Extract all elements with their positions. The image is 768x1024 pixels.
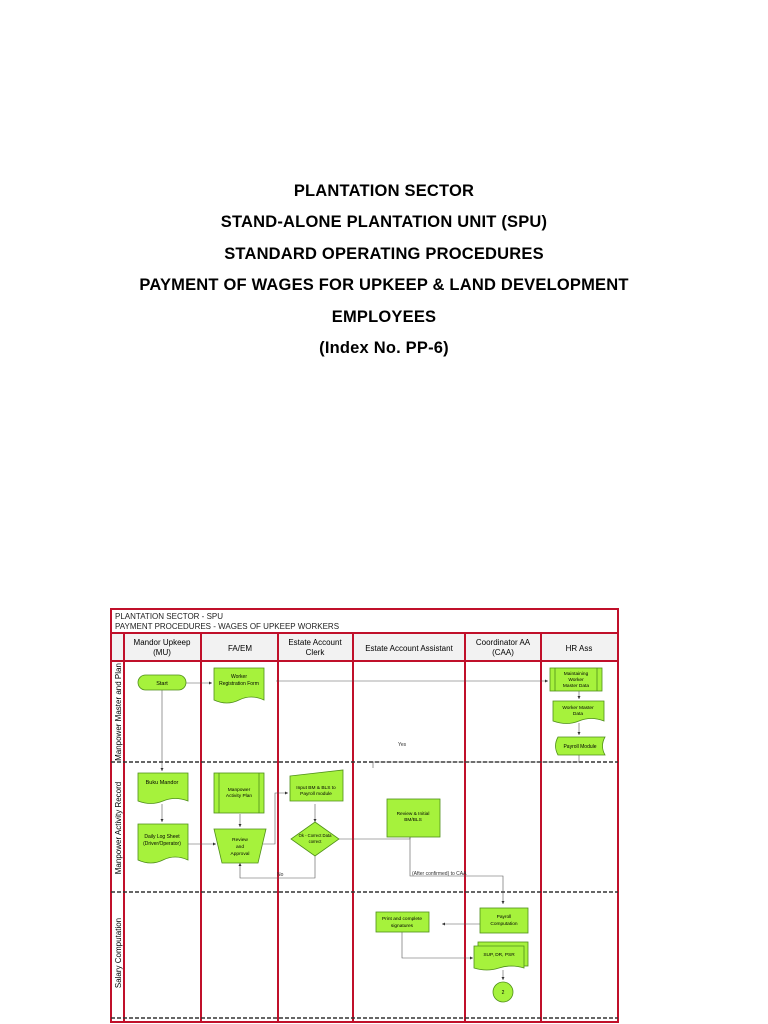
- lane-header-caa-line2: (CAA): [492, 648, 514, 657]
- review-approval-line2: and: [235, 845, 245, 850]
- payroll-module-label: Payroll Module: [563, 744, 597, 750]
- worker-registration-form-node: [214, 668, 264, 703]
- ok-decision-line2: correct: [308, 839, 322, 844]
- label-yes: Yes: [398, 742, 407, 748]
- start-label: Start: [156, 681, 168, 687]
- lane-header-caa-line1: Coordinator AA: [475, 638, 531, 647]
- review-initial-line1: Review & Initial: [396, 812, 430, 817]
- lane-header-faem: FA/EM: [227, 644, 253, 653]
- title-line-5: EMPLOYEES: [331, 307, 437, 326]
- phase-label-master: Manpower Master and Plan: [114, 663, 123, 761]
- document-title: [0, 176, 768, 364]
- maintaining-line1: Maintaining: [563, 672, 589, 677]
- payroll-module-node: [556, 737, 606, 755]
- title-line-6: (Index No. PP-6): [319, 339, 449, 358]
- buku-mandor-node: [138, 773, 188, 804]
- input-bm-line1: Input BM & BLS to: [296, 786, 336, 791]
- lane-header-mu-line2: (MU): [153, 648, 171, 657]
- title-line-4: PAYMENT OF WAGES FOR UPKEEP & LAND DEVELOPMENT: [139, 276, 629, 295]
- manpower-plan-line2: Activity Plan: [225, 794, 253, 799]
- ok-correct-data-decision: [291, 822, 339, 856]
- review-initial-line2: BM/BLS: [404, 818, 422, 823]
- off-page-connector-2: [493, 982, 513, 1002]
- sup-dr-psr-node: [474, 942, 528, 970]
- payroll-comp-line2: Computation: [490, 922, 518, 927]
- maintaining-line3: Master Data: [562, 684, 590, 689]
- manpower-plan-line1: Manpower: [227, 788, 251, 793]
- print-sign-line2: signatures: [390, 924, 414, 929]
- daily-log-line2: (Driver/Operator): [143, 841, 181, 847]
- title-line-2: STAND-ALONE PLANTATION UNIT (SPU): [220, 213, 548, 232]
- review-approval-line3: Approval: [230, 852, 250, 857]
- maintaining-master-data-node: [550, 668, 602, 691]
- print-signatures-node: [376, 912, 429, 932]
- title-line-3: STANDARD OPERATING PROCEDURES: [224, 244, 544, 263]
- connector-label: 2: [501, 990, 505, 996]
- label-after-confirmed: (After confirmed) to CAA: [412, 871, 467, 877]
- phase-label-salary: Salary Computation: [114, 917, 123, 989]
- input-bm-bls-node: [290, 770, 343, 801]
- flowchart-header-line1: PLANTATION SECTOR - SPU: [115, 612, 224, 621]
- worker-master-line2: Data: [572, 712, 584, 717]
- label-no: No: [277, 872, 284, 878]
- print-sign-line1: Print and complete: [382, 917, 422, 922]
- title-line-1: PLANTATION SECTOR: [293, 182, 475, 200]
- review-approval-node: [214, 829, 266, 863]
- flowchart-diagram: [110, 608, 620, 1024]
- daily-log-sheet-node: [138, 824, 188, 863]
- lane-header-mu-line1: Mandor Upkeep: [133, 638, 191, 647]
- review-initial-node: [387, 799, 440, 837]
- payroll-comp-line1: Payroll: [496, 915, 512, 920]
- maintaining-line2: Worker: [568, 678, 584, 683]
- review-approval-line1: Review: [232, 838, 248, 843]
- lane-header-hr: HR Ass: [565, 644, 593, 653]
- ok-decision-line1: Ok - Correct Data: [298, 833, 332, 838]
- daily-log-line1: Daily Log Sheet: [144, 834, 180, 840]
- worker-reg-line1: Worker: [230, 674, 248, 680]
- lane-header-clerk-line1: Estate Account: [288, 638, 342, 647]
- phase-label-activity: Manpower Activity Record: [114, 781, 123, 875]
- worker-reg-line2: Registration Form: [219, 681, 259, 687]
- lane-header-eaa: Estate Account Assistant: [365, 644, 453, 653]
- start-node: [138, 675, 186, 690]
- sup-dr-psr-label: SUP, DR, PSR: [483, 953, 515, 958]
- input-bm-line2: Payroll module: [300, 792, 332, 797]
- worker-master-data-node: [553, 701, 604, 724]
- buku-mandor-label: Buku Mandor: [145, 780, 179, 786]
- worker-master-line1: Worker Master: [562, 706, 594, 711]
- lane-header-clerk-line2: Clerk: [305, 648, 325, 657]
- manpower-activity-plan-node: [214, 773, 264, 813]
- flowchart-header-line2: PAYMENT PROCEDURES - WAGES OF UPKEEP WORKERS: [115, 622, 340, 631]
- payroll-computation-node: [480, 908, 528, 933]
